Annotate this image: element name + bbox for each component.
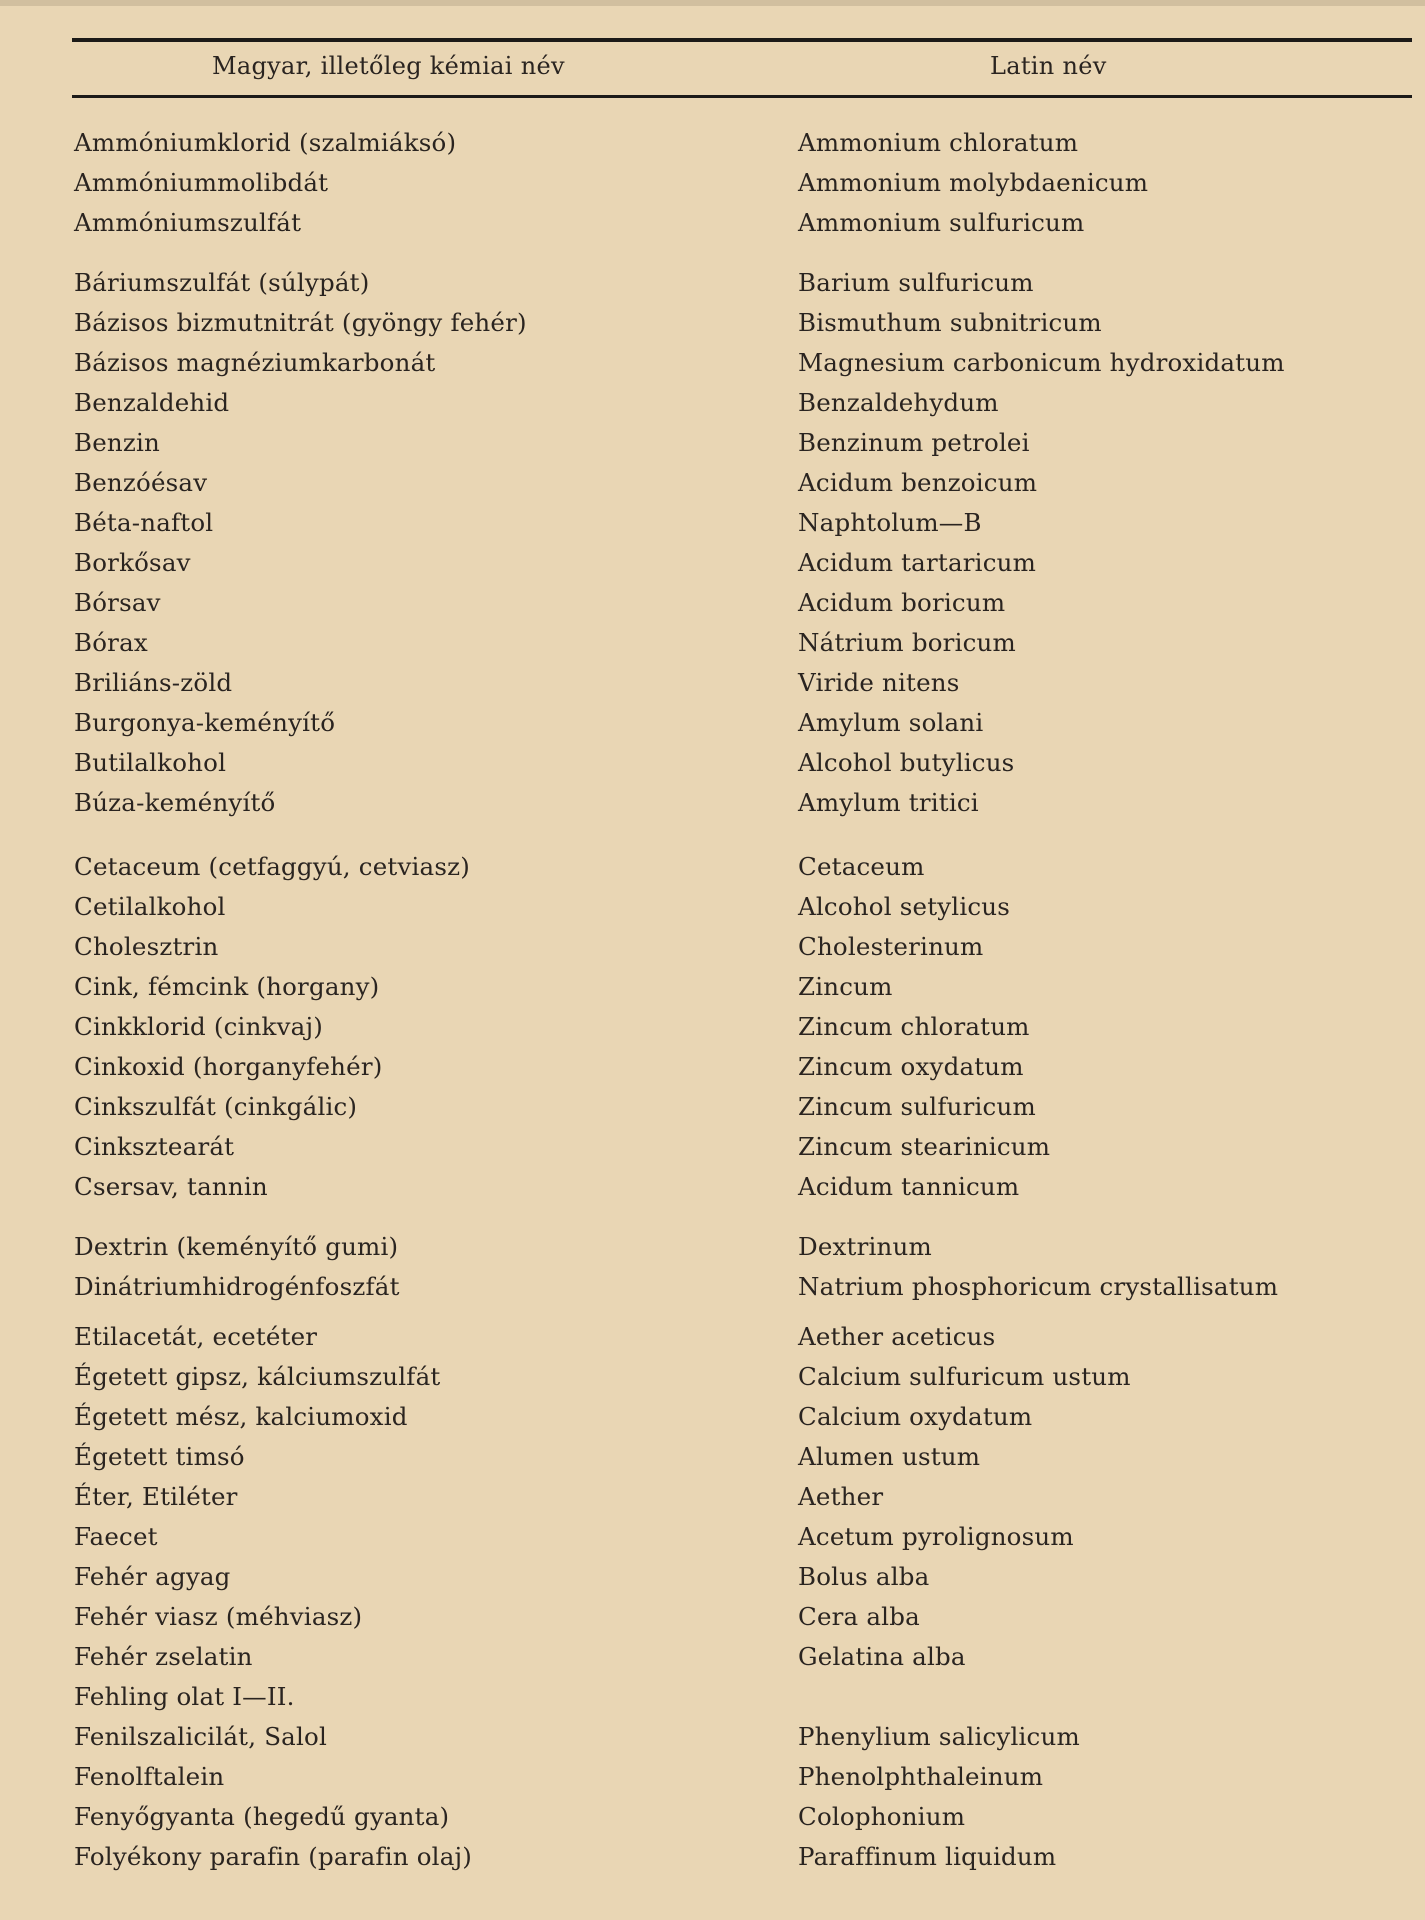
hungarian-name-cell: Benzaldehid — [74, 388, 230, 417]
table-row — [0, 1802, 1425, 1838]
hungarian-name-cell: Cink, fémcink (horgany) — [74, 972, 380, 1001]
latin-name-cell: Barium sulfuricum — [798, 268, 1034, 297]
hungarian-name-cell: Báriumszulfát (súlypát) — [74, 268, 370, 297]
hungarian-name-cell: Benzóésav — [74, 468, 208, 497]
latin-name-cell: Viride nitens — [798, 668, 960, 697]
hungarian-name-cell: Béta-naftol — [74, 508, 214, 537]
hungarian-name-cell: Borkősav — [74, 548, 191, 577]
latin-name-cell: Phenolphthaleinum — [798, 1762, 1044, 1791]
table-row — [0, 1052, 1425, 1088]
hungarian-name-cell: Búza-keményítő — [74, 788, 276, 817]
hungarian-name-cell: Cinkszulfát (cinkgálic) — [74, 1092, 358, 1121]
table-row — [0, 1092, 1425, 1128]
hungarian-name-cell: Cinkklorid (cinkvaj) — [74, 1012, 323, 1041]
table-row — [0, 1682, 1425, 1718]
latin-name-cell: Cholesterinum — [798, 932, 984, 961]
hungarian-name-cell: Fenyőgyanta (hegedű gyanta) — [74, 1802, 450, 1831]
latin-name-cell: Cetaceum — [798, 852, 925, 881]
hungarian-name-cell: Etilacetát, ecetéter — [74, 1322, 318, 1351]
latin-name-cell: Alcohol setylicus — [798, 892, 1011, 921]
hungarian-name-cell: Cholesztrin — [74, 932, 219, 961]
table-row — [0, 1642, 1425, 1678]
hungarian-name-cell: Fehér agyag — [74, 1562, 231, 1591]
hungarian-name-cell: Fehér viasz (méhviasz) — [74, 1602, 363, 1631]
hungarian-name-cell: Égetett mész, kalciumoxid — [74, 1402, 408, 1431]
table-row — [0, 1722, 1425, 1758]
hungarian-name-cell: Cetilalkohol — [74, 892, 226, 921]
latin-name-cell: Natrium phosphoricum crystallisatum — [798, 1272, 1279, 1301]
latin-name-cell: Zincum sulfuricum — [798, 1092, 1036, 1121]
hungarian-name-cell: Bórsav — [74, 588, 161, 617]
table-row — [0, 668, 1425, 704]
hungarian-name-cell: Égetett timsó — [74, 1442, 245, 1471]
table-row — [0, 268, 1425, 304]
hungarian-name-cell: Bórax — [74, 628, 148, 657]
table-row — [0, 348, 1425, 384]
table-row — [0, 972, 1425, 1008]
table-row — [0, 1322, 1425, 1358]
latin-name-cell: Zincum — [798, 972, 893, 1001]
latin-name-cell: Phenylium salicylicum — [798, 1722, 1080, 1751]
table-row — [0, 508, 1425, 544]
table-row — [0, 588, 1425, 624]
table-row — [0, 1762, 1425, 1798]
latin-name-cell: Naphtolum—B — [798, 508, 982, 537]
latin-name-cell: Bismuthum subnitricum — [798, 308, 1102, 337]
hungarian-name-cell: Fenilszalicilát, Salol — [74, 1722, 328, 1751]
top-edge-shadow — [0, 0, 1425, 6]
hungarian-name-cell: Benzin — [74, 428, 161, 457]
latin-name-cell: Calcium oxydatum — [798, 1402, 1033, 1431]
latin-name-cell: Acidum tannicum — [798, 1172, 1020, 1201]
latin-name-cell: Benzinum petrolei — [798, 428, 1030, 457]
table-row — [0, 128, 1425, 164]
table-row — [0, 1132, 1425, 1168]
latin-name-cell: Aether — [798, 1482, 884, 1511]
header-top-rule — [72, 38, 1412, 42]
table-row — [0, 628, 1425, 664]
table-row — [0, 428, 1425, 464]
latin-name-cell: Amylum solani — [798, 708, 984, 737]
latin-name-cell: Acetum pyrolignosum — [798, 1522, 1074, 1551]
hungarian-name-cell: Dextrin (keményítő gumi) — [74, 1232, 399, 1261]
hungarian-name-cell: Folyékony parafin (parafin olaj) — [74, 1842, 473, 1871]
latin-name-cell: Acidum benzoicum — [798, 468, 1038, 497]
table-row — [0, 1562, 1425, 1598]
table-row — [0, 548, 1425, 584]
hungarian-name-cell: Cetaceum (cetfaggyú, cetviasz) — [74, 852, 470, 881]
latin-name-cell: Acidum boricum — [798, 588, 1006, 617]
latin-name-cell: Zincum oxydatum — [798, 1052, 1024, 1081]
latin-name-cell: Calcium sulfuricum ustum — [798, 1362, 1131, 1391]
table-row — [0, 1522, 1425, 1558]
hungarian-name-cell: Faecet — [74, 1522, 158, 1551]
table-row — [0, 1232, 1425, 1268]
latin-name-cell: Zincum stearinicum — [798, 1132, 1051, 1161]
column-header-latin: Latin név — [990, 52, 1107, 80]
hungarian-name-cell: Ammóniummolibdát — [74, 168, 329, 197]
hungarian-name-cell: Butilalkohol — [74, 748, 227, 777]
table-row — [0, 388, 1425, 424]
hungarian-name-cell: Éter, Etiléter — [74, 1482, 238, 1511]
latin-name-cell: Ammonium chloratum — [798, 128, 1079, 157]
hungarian-name-cell: Ammóniumklorid (szalmiáksó) — [74, 128, 457, 157]
header-bottom-rule — [72, 95, 1412, 98]
table-row — [0, 1842, 1425, 1878]
hungarian-name-cell: Csersav, tannin — [74, 1172, 268, 1201]
hungarian-name-cell: Cinksztearát — [74, 1132, 235, 1161]
table-row — [0, 468, 1425, 504]
latin-name-cell: Paraffinum liquidum — [798, 1842, 1057, 1871]
latin-name-cell: Nátrium boricum — [798, 628, 1016, 657]
table-row — [0, 1602, 1425, 1638]
table-row — [0, 852, 1425, 888]
hungarian-name-cell: Fehling olat I—II. — [74, 1682, 295, 1711]
table-row — [0, 308, 1425, 344]
table-row — [0, 1012, 1425, 1048]
latin-name-cell: Benzaldehydum — [798, 388, 999, 417]
hungarian-name-cell: Bázisos magnéziumkarbonát — [74, 348, 436, 377]
hungarian-name-cell: Burgonya-keményítő — [74, 708, 336, 737]
table-row — [0, 208, 1425, 244]
hungarian-name-cell: Ammóniumszulfát — [74, 208, 302, 237]
latin-name-cell: Ammonium sulfuricum — [798, 208, 1085, 237]
table-row — [0, 1442, 1425, 1478]
latin-name-cell: Bolus alba — [798, 1562, 930, 1591]
table-row — [0, 788, 1425, 824]
table-row — [0, 892, 1425, 928]
table-row — [0, 1272, 1425, 1308]
hungarian-name-cell: Dinátriumhidrogénfoszfát — [74, 1272, 400, 1301]
hungarian-name-cell: Cinkoxid (horganyfehér) — [74, 1052, 383, 1081]
table-row — [0, 1402, 1425, 1438]
latin-name-cell: Magnesium carbonicum hydroxidatum — [798, 348, 1285, 377]
hungarian-name-cell: Fehér zselatin — [74, 1642, 253, 1671]
table-row — [0, 1172, 1425, 1208]
hungarian-name-cell: Fenolftalein — [74, 1762, 225, 1791]
latin-name-cell: Dextrinum — [798, 1232, 932, 1261]
latin-name-cell: Colophonium — [798, 1802, 966, 1831]
hungarian-name-cell: Égetett gipsz, kálciumszulfát — [74, 1362, 441, 1391]
latin-name-cell: Cera alba — [798, 1602, 920, 1631]
latin-name-cell: Ammonium molybdaenicum — [798, 168, 1149, 197]
column-header-hungarian: Magyar, illetőleg kémiai név — [212, 52, 565, 80]
latin-name-cell: Zincum chloratum — [798, 1012, 1030, 1041]
latin-name-cell: Gelatina alba — [798, 1642, 966, 1671]
latin-name-cell: Alumen ustum — [798, 1442, 981, 1471]
hungarian-name-cell: Bázisos bizmutnitrát (gyöngy fehér) — [74, 308, 527, 337]
table-row — [0, 1482, 1425, 1518]
latin-name-cell: Aether aceticus — [798, 1322, 996, 1351]
table-row — [0, 708, 1425, 744]
table-row — [0, 1362, 1425, 1398]
latin-name-cell: Acidum tartaricum — [798, 548, 1037, 577]
table-row — [0, 932, 1425, 968]
hungarian-name-cell: Briliáns-zöld — [74, 668, 233, 697]
latin-name-cell: Alcohol butylicus — [798, 748, 1015, 777]
table-row — [0, 748, 1425, 784]
table-row — [0, 168, 1425, 204]
latin-name-cell: Amylum tritici — [798, 788, 979, 817]
